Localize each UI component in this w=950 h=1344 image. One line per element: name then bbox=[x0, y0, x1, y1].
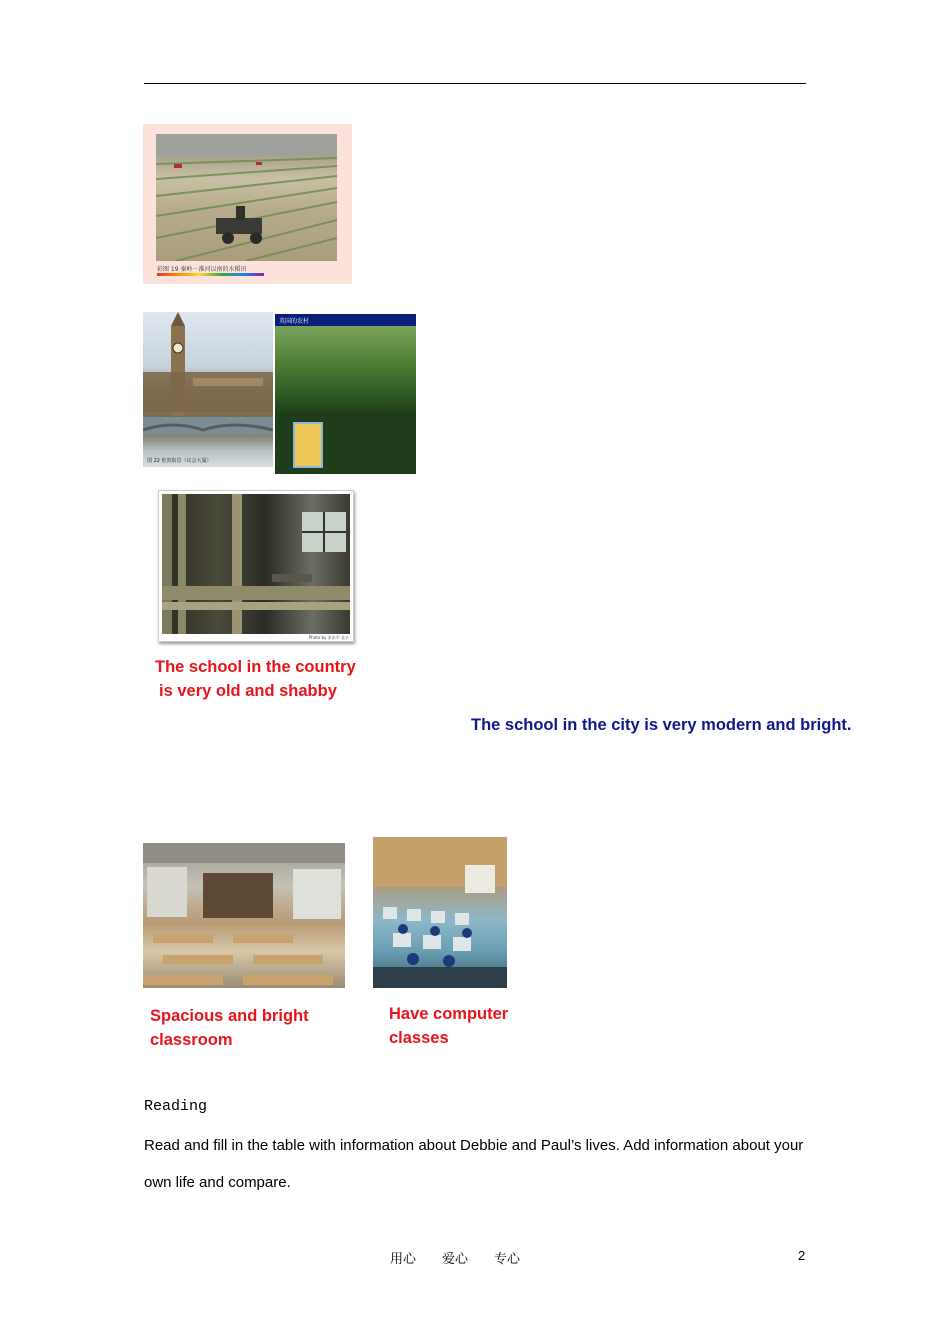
computer-caption bbox=[389, 1002, 508, 1050]
old-classroom-image bbox=[158, 490, 354, 642]
classroom-caption-line1: Spacious and bright bbox=[150, 1007, 309, 1025]
old-classroom-photo bbox=[162, 494, 350, 634]
reading-instruction: Read and fill in the table with information about Debbie and Paul’s lives. Add information about your own life and compare. bbox=[144, 1137, 804, 1191]
paddy-field-image bbox=[143, 124, 352, 284]
spacious-classroom-image bbox=[143, 843, 345, 988]
classroom-caption bbox=[150, 1004, 309, 1052]
countryside-hills bbox=[275, 326, 416, 416]
rainbow-strip bbox=[157, 273, 264, 276]
reading-heading: Reading bbox=[144, 1098, 208, 1115]
country-school-caption bbox=[155, 655, 356, 703]
europe-map-stamp bbox=[293, 422, 323, 468]
classroom-caption-line2: classroom bbox=[150, 1031, 233, 1049]
computer-caption-line2: classes bbox=[389, 1029, 449, 1047]
paddy-field-caption: 彩图 19 秦岭－淮河以南的水稻田 bbox=[157, 266, 247, 273]
footer-motto: 用心 爱心 专心 bbox=[390, 1252, 521, 1267]
countryside-image bbox=[275, 314, 416, 474]
city-school-caption: The school in the city is very modern and bright. bbox=[471, 716, 852, 734]
london-caption: 图 22 伦敦街景（议会大厦） bbox=[147, 458, 212, 464]
computer-class-image bbox=[373, 837, 507, 988]
computer-caption-line1: Have computer bbox=[389, 1005, 509, 1023]
london-image bbox=[143, 312, 273, 467]
old-classroom-credit: Photo by 张东平·北京 bbox=[308, 635, 349, 640]
countryside-title-bar bbox=[275, 314, 416, 326]
country-school-caption-line2: is very old and shabby bbox=[159, 682, 337, 700]
country-school-caption-line1: The school in the country bbox=[155, 658, 356, 676]
countryside-title: 英国的农村 bbox=[279, 318, 310, 325]
header-rule bbox=[144, 83, 806, 84]
page-number: 2 bbox=[798, 1248, 806, 1263]
paddy-field-photo bbox=[156, 134, 337, 261]
